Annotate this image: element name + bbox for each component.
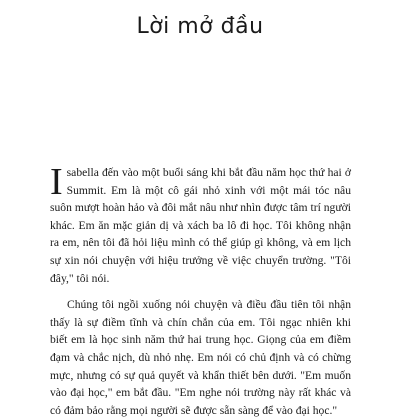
paragraph-1 [50,161,351,287]
body-text [50,161,351,419]
chapter-title: Lời mở đầu [136,14,264,39]
drop-cap: I [50,161,63,203]
paragraph-1-text: sabella đến vào một buổi sáng khi bắt đầu năm học thứ hai ở Summit. Em là một cô gái nhỏ xinh với một mái tóc nâu suôn mượt hoàn hảo và đôi mắt nâu như nhìn được tâm trí người khác. Em ăn mặc giản dị và xách ba lô đi học. Tôi không nhận ra em, nên tôi đã hỏi liệu mình có thể giúp gì không, và em lịch sự xin nói chuyện với hiệu trưởng về việc chuyển trường. "Tôi đây," tôi nói. [50,166,351,285]
paragraph-2: Chúng tôi ngồi xuống nói chuyện và điều đầu tiên tôi nhận thấy là sự điềm tĩnh và chín chắn của em. Tôi ngạc nhiên khi biết em là học sinh năm thứ hai trung học. Giọng của em điềm đạm và chắc nịch, dù nhỏ nhẹ. Em nói có chủ định và có chừng mực, nhưng có sự quả quyết và khẩn thiết bên dưới. "Em muốn vào đại học," em bắt đầu. "Em nghe nói trường này rất khác và có đảm bảo rằng mọi người sẽ được sẵn sàng để vào đại học." [50,298,351,417]
